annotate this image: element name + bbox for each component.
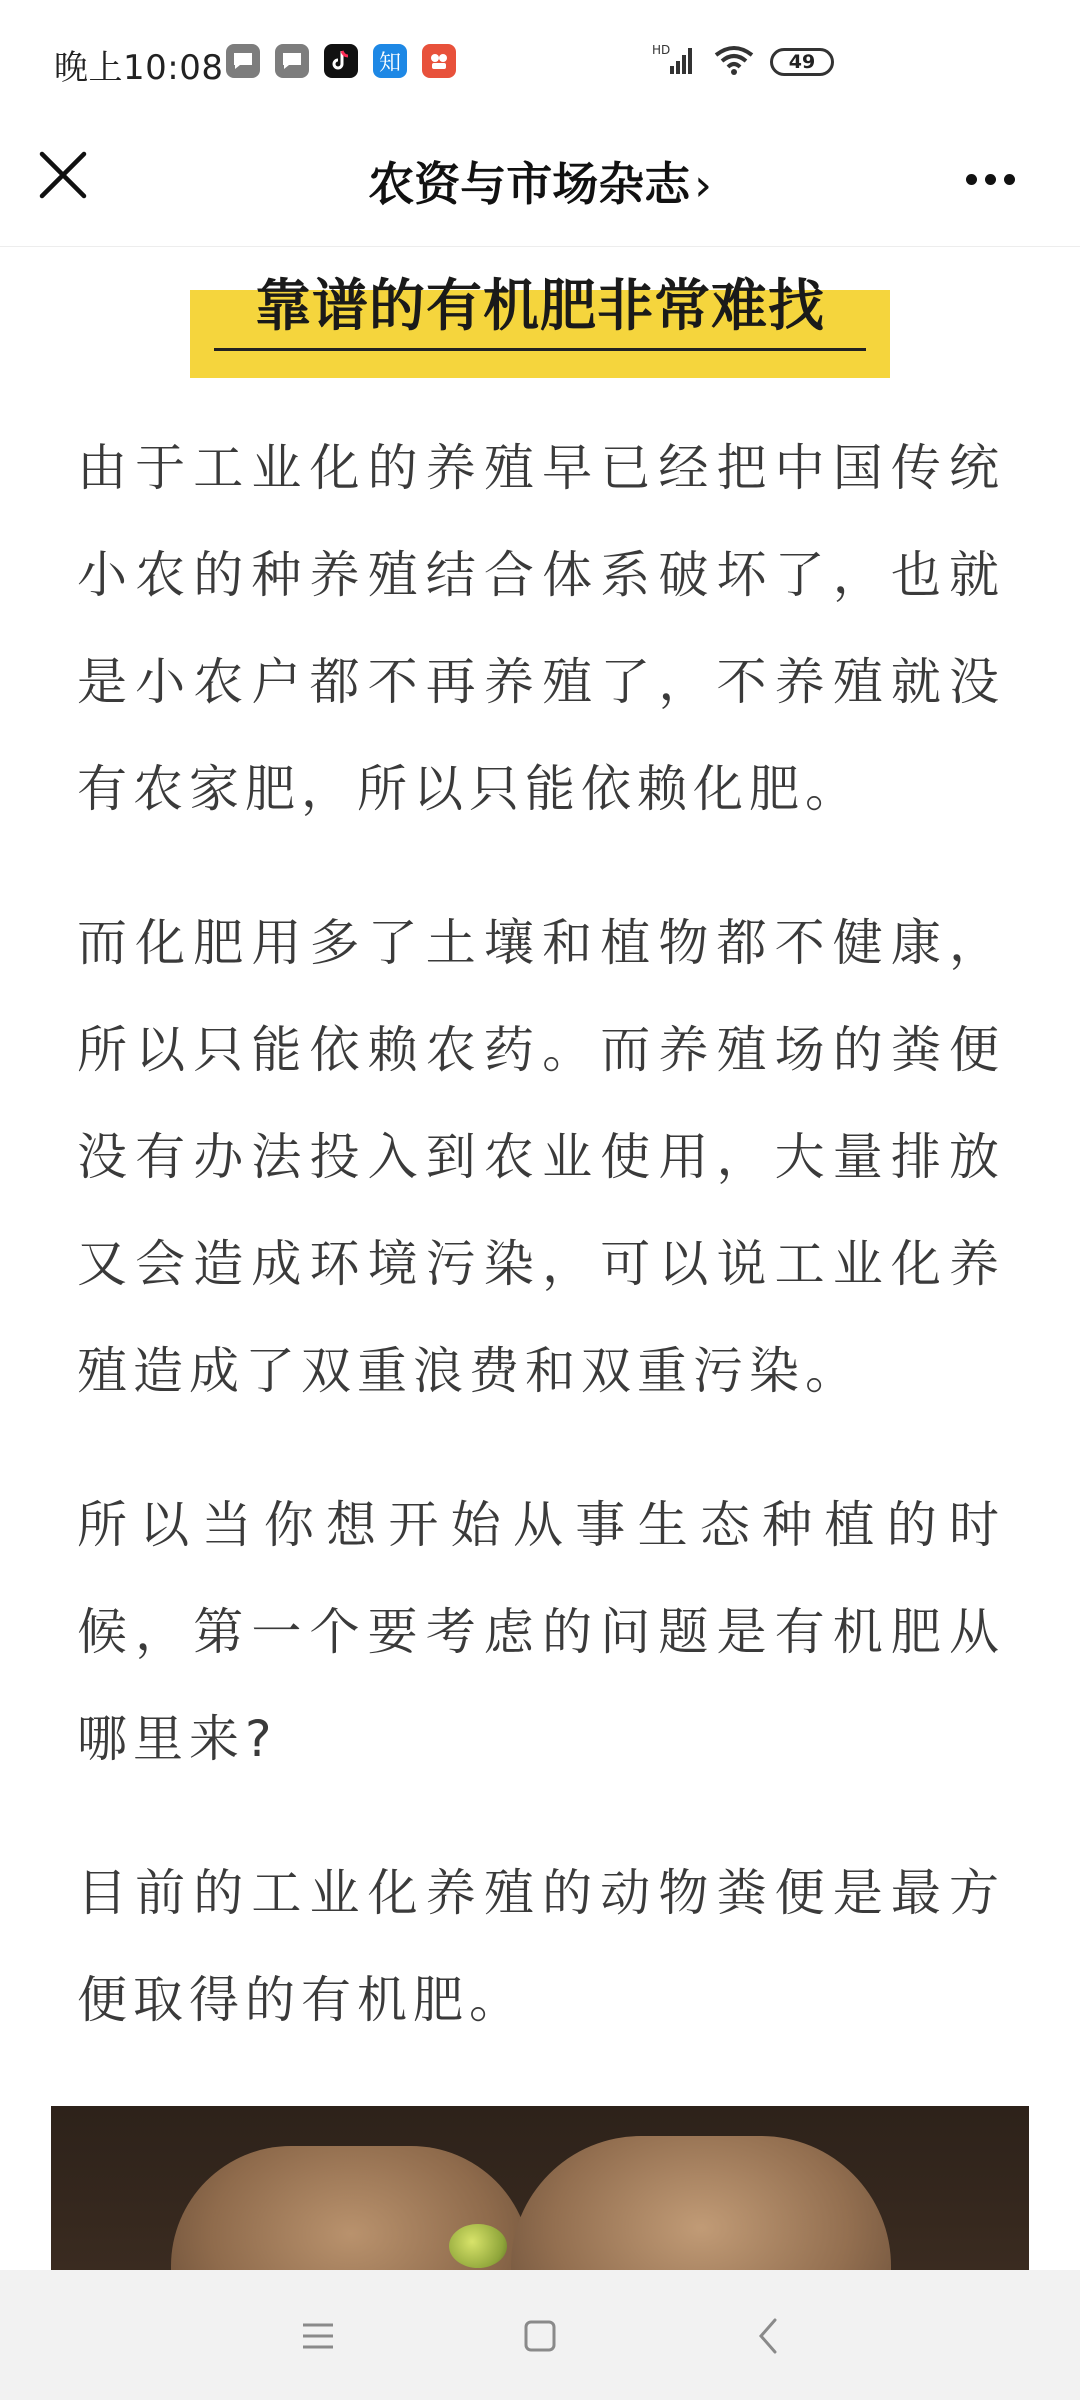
home-icon bbox=[523, 2319, 557, 2353]
status-time: 晚上10:08 bbox=[54, 48, 224, 88]
menu-icon bbox=[301, 2321, 335, 2351]
article-paragraph: 所以当你想开始从事生态种植的时候，第一个要考虑的问题是有机肥从哪里来? bbox=[77, 1496, 1005, 1768]
status-bar bbox=[0, 0, 1080, 128]
heading-underline bbox=[214, 348, 866, 351]
more-dot bbox=[985, 174, 996, 185]
nav-bar bbox=[0, 128, 1080, 247]
chevron-right-icon: › bbox=[694, 160, 712, 211]
article-paragraph: 而化肥用多了土壤和植物都不健康，所以只能依赖农药。而养殖场的粪便没有办法投入到农业使用，大量排放又会造成环境污染，可以说工业化养殖造成了双重浪费和双重污染。 bbox=[77, 914, 1005, 1400]
wifi-icon bbox=[712, 43, 756, 81]
battery-indicator: 49 bbox=[770, 48, 834, 76]
more-dot bbox=[1004, 174, 1015, 185]
back-icon bbox=[753, 2317, 783, 2355]
article-paragraph: 目前的工业化养殖的动物粪便是最方便取得的有机肥。 bbox=[77, 1864, 1005, 2029]
shopping-app-icon bbox=[422, 44, 456, 78]
more-options-button[interactable] bbox=[950, 146, 1030, 212]
article-image[interactable] bbox=[51, 2106, 1029, 2270]
account-name: 农资与市场杂志 bbox=[368, 157, 691, 211]
menu-button[interactable] bbox=[292, 2310, 344, 2362]
account-title-link[interactable] bbox=[0, 148, 1080, 214]
system-status-icons bbox=[652, 42, 834, 82]
chat-bubble-icon bbox=[275, 44, 309, 78]
network-type-label: HD bbox=[652, 43, 671, 57]
back-button[interactable] bbox=[742, 2310, 794, 2362]
zhihu-icon: 知 bbox=[373, 44, 407, 78]
system-navigation-bar bbox=[0, 2270, 1080, 2400]
tiktok-icon bbox=[324, 44, 358, 78]
signal-icon bbox=[652, 42, 698, 82]
article-paragraph: 由于工业化的养殖早已经把中国传统小农的种养殖结合体系破坏了，也就是小农户都不再养殖了，不养殖就没有农家肥，所以只能依赖化肥。 bbox=[77, 439, 1005, 818]
home-button[interactable] bbox=[514, 2310, 566, 2362]
seedling-shape bbox=[449, 2224, 507, 2268]
hand-shape bbox=[511, 2136, 891, 2270]
notification-icons bbox=[226, 44, 456, 78]
article-body bbox=[77, 415, 1005, 2101]
more-dot bbox=[966, 174, 977, 185]
chat-bubble-icon bbox=[226, 44, 260, 78]
article-heading: 靠谱的有机肥非常难找 bbox=[255, 274, 825, 339]
